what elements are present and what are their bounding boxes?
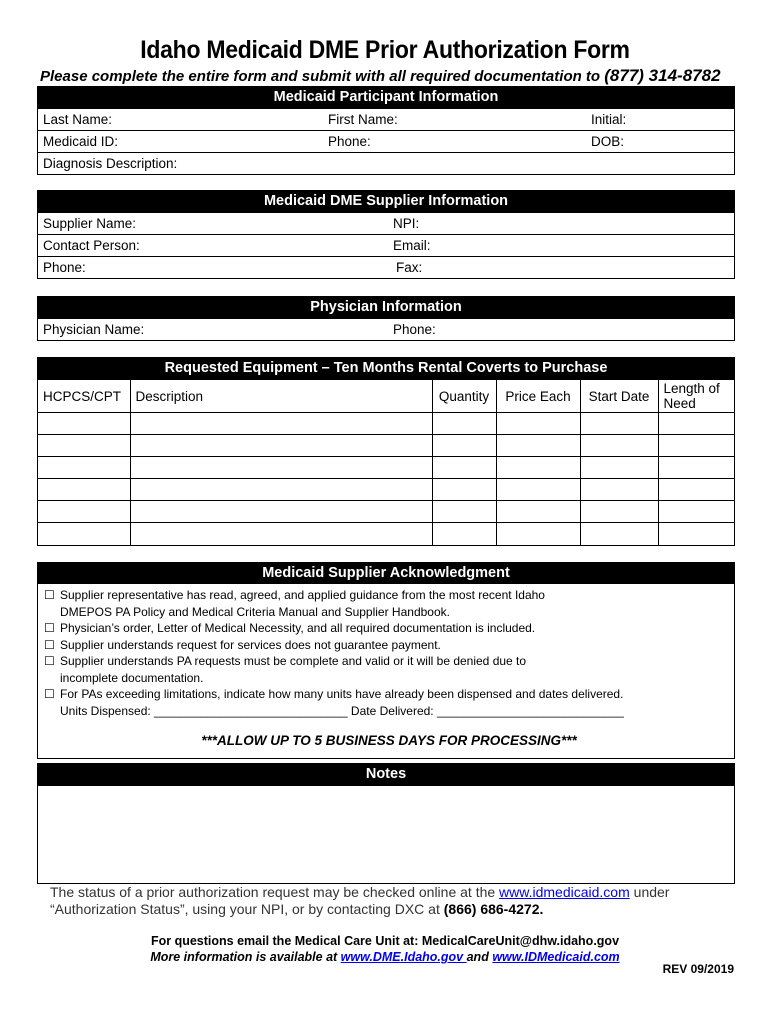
table-cell[interactable] [496, 479, 580, 501]
participant-row-3 [38, 152, 734, 174]
equipment-heading: Requested Equipment – Ten Months Rental Coverts to Purchase [38, 358, 734, 379]
checkbox-icon[interactable]: ☐ [44, 637, 55, 652]
physician-phone-field[interactable]: Phone: [393, 322, 436, 337]
participant-row-2 [38, 130, 734, 152]
checkbox-icon[interactable]: ☐ [44, 687, 55, 701]
table-cell[interactable] [432, 523, 496, 545]
email-field[interactable]: Email: [393, 238, 431, 253]
supplier-row-3 [38, 256, 734, 278]
subtitle-fax: (877) 314-8782 [604, 66, 721, 85]
participant-heading: Medicaid Participant Information [38, 87, 734, 108]
col-price-each: Price Each [496, 380, 580, 413]
table-cell[interactable] [580, 435, 658, 457]
table-row [38, 413, 734, 435]
table-row [38, 457, 734, 479]
table-cell[interactable] [658, 435, 734, 457]
last-name-field[interactable]: Last Name: [43, 112, 113, 127]
table-cell[interactable] [496, 523, 580, 545]
table-cell[interactable] [432, 435, 496, 457]
ack-text: Supplier understands request for services does not guarantee payment. [60, 637, 441, 652]
status-text-1: The status of a prior authorization request may be checked online at the [50, 884, 500, 900]
questions-line: For questions email the Medical Care Unit at: MedicalCareUnit@dhw.idaho.gov [150, 934, 620, 948]
more-info-line [0, 949, 770, 965]
participant-row-1 [38, 108, 734, 130]
table-cell[interactable] [130, 435, 432, 457]
checkbox-icon[interactable]: ☐ [44, 621, 55, 635]
revision-label: REV 09/2019 [662, 962, 734, 976]
supplier-phone-field[interactable]: Phone: [43, 260, 86, 275]
table-cell[interactable] [496, 413, 580, 435]
supplier-name-field[interactable]: Supplier Name: [43, 216, 137, 231]
fax-field[interactable]: Fax: [396, 260, 423, 275]
table-cell[interactable] [658, 523, 734, 545]
supplier-row-1 [38, 212, 734, 234]
units-dispensed-line[interactable]: Units Dispensed: _____________________________ Date Delivered: ____________________________ [60, 703, 624, 718]
form-subtitle [40, 66, 721, 86]
status-text [50, 884, 710, 918]
table-cell[interactable] [580, 479, 658, 501]
col-description: Description [130, 380, 432, 413]
table-cell[interactable] [38, 413, 130, 435]
diagnosis-field[interactable]: Diagnosis Description: [43, 156, 178, 171]
ack-item-limitations [44, 686, 734, 703]
subtitle-text: Please complete the entire form and submit with all required documentation to [40, 68, 605, 85]
table-cell[interactable] [38, 501, 130, 523]
and-text: and [466, 950, 493, 964]
table-cell[interactable] [432, 501, 496, 523]
table-row [38, 501, 734, 523]
checkbox-icon[interactable]: ☐ [44, 654, 55, 668]
table-cell[interactable] [580, 413, 658, 435]
contact-person-field[interactable]: Contact Person: [43, 238, 140, 253]
form-title: Idaho Medicaid DME Prior Authorization Form [140, 36, 630, 64]
acknowledgment-heading: Medicaid Supplier Acknowledgment [38, 563, 734, 584]
participant-section [37, 86, 735, 175]
ack-text: Physician’s order, Letter of Medical Necessity, and all required documentation is included. [60, 621, 536, 635]
table-cell[interactable] [38, 479, 130, 501]
table-cell[interactable] [580, 457, 658, 479]
acknowledgment-section [37, 562, 735, 759]
table-cell[interactable] [38, 523, 130, 545]
first-name-field[interactable]: First Name: [328, 112, 398, 127]
table-cell[interactable] [658, 501, 734, 523]
supplier-section [37, 190, 735, 279]
ack-text: incomplete documentation. [60, 670, 204, 685]
table-row [38, 523, 734, 545]
table-cell[interactable] [38, 457, 130, 479]
table-cell[interactable] [130, 479, 432, 501]
participant-phone-field[interactable]: Phone: [328, 134, 371, 149]
table-cell[interactable] [580, 501, 658, 523]
table-cell[interactable] [432, 479, 496, 501]
table-cell[interactable] [130, 501, 432, 523]
ack-text: For PAs exceeding limitations, indicate how many units have already been dispensed and dates delivered. [60, 687, 624, 701]
equipment-table [38, 379, 734, 545]
dme-idaho-link[interactable]: www.DME.Idaho.gov [340, 950, 467, 964]
physician-row-1 [38, 318, 734, 340]
physician-name-field[interactable]: Physician Name: [43, 322, 145, 337]
contact-block [0, 933, 770, 965]
processing-notice: ***ALLOW UP TO 5 BUSINESS DAYS FOR PROCESSING*** [201, 733, 577, 748]
idmedicaid-link-2[interactable]: www.IDMedicaid.com [492, 950, 620, 964]
equipment-section [37, 357, 735, 546]
initial-field[interactable]: Initial: [591, 112, 627, 127]
checkbox-icon[interactable]: ☐ [44, 588, 55, 602]
ack-item-payment [44, 637, 734, 654]
medicaid-id-field[interactable]: Medicaid ID: [43, 134, 119, 149]
table-cell[interactable] [496, 457, 580, 479]
table-cell[interactable] [496, 435, 580, 457]
physician-section [37, 296, 735, 341]
ack-item-handbook [44, 587, 734, 604]
dob-field[interactable]: DOB: [591, 134, 625, 149]
status-text-2: under “Authorization Status”, using your NPI, or by contacting DXC at [50, 884, 670, 917]
equipment-header-row [38, 380, 734, 413]
physician-heading: Physician Information [38, 297, 734, 318]
idmedicaid-link[interactable]: www.idmedicaid.com [499, 884, 630, 900]
table-cell[interactable] [130, 457, 432, 479]
ack-text: Supplier representative has read, agreed, and applied guidance from the most recent Idaho [60, 588, 545, 602]
more-info-text: More information is available at [150, 950, 341, 964]
notes-section [37, 763, 735, 884]
table-row [38, 435, 734, 457]
col-quantity: Quantity [432, 380, 496, 413]
table-cell[interactable] [580, 523, 658, 545]
table-cell[interactable] [658, 413, 734, 435]
col-length-of-need: Length of Need [658, 380, 734, 413]
npi-field[interactable]: NPI: [393, 216, 420, 231]
notes-input[interactable] [38, 785, 734, 883]
table-cell[interactable] [432, 413, 496, 435]
acknowledgment-body [38, 584, 734, 758]
col-start-date: Start Date [580, 380, 658, 413]
table-cell[interactable] [496, 501, 580, 523]
table-cell[interactable] [38, 435, 130, 457]
ack-item-documentation [44, 620, 734, 637]
ack-text: DMEPOS PA Policy and Medical Criteria Manual and Supplier Handbook. [60, 604, 450, 619]
supplier-row-2 [38, 234, 734, 256]
table-cell[interactable] [432, 457, 496, 479]
table-cell[interactable] [130, 523, 432, 545]
supplier-heading: Medicaid DME Supplier Information [38, 191, 734, 212]
table-row [38, 479, 734, 501]
col-hcpcs: HCPCS/CPT [38, 380, 130, 413]
table-cell[interactable] [658, 457, 734, 479]
ack-text: Supplier understands PA requests must be complete and valid or it will be denied due to [60, 654, 527, 668]
notes-heading: Notes [38, 764, 734, 785]
dxc-phone: (866) 686-4272. [443, 901, 544, 917]
table-cell[interactable] [130, 413, 432, 435]
ack-item-complete [44, 653, 734, 670]
table-cell[interactable] [658, 479, 734, 501]
